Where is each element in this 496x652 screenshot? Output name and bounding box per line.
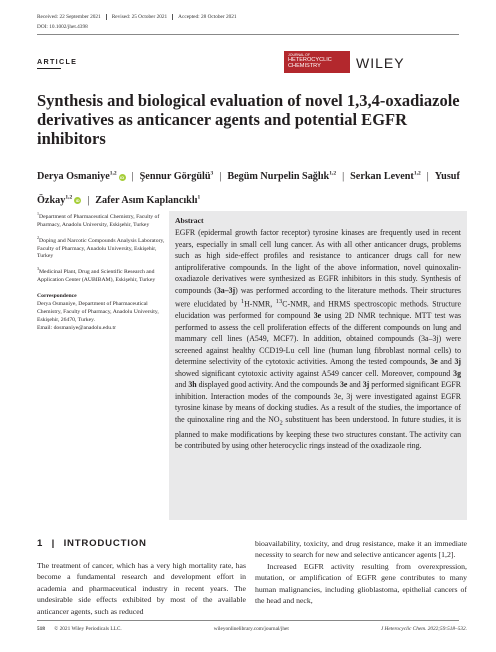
author-affiliation-sup: 1,2 [413,171,421,177]
page-footer [37,626,467,632]
correspondence [37,293,165,333]
doi[interactable]: DOI: 10.1002/jhet.4398 [37,24,88,30]
accepted-date: Accepted: 28 October 2021 [178,14,237,20]
author-separator: | [426,171,429,183]
orcid-icon[interactable]: iD [75,197,80,203]
section-title: INTRODUCTION [63,538,147,549]
correspondence-heading: Correspondence [37,293,77,300]
author-name[interactable]: Zafer Asım Kaplancıklı$^1$ [95,194,201,206]
intro-paragraph-1-cont: bioavailability, toxicity, and drug resistance, make it an immediate necessity to search for new and selective anticancer agents [1,2]. [255,539,467,560]
intro-paragraph-2: Increased EGFR activity resulting from overexpression, mutation, or amplification of EGFR gene contributes to many human malignancies, including glioblastoma, epithelial cancers of the head and neck, [255,561,467,606]
copyright: © 2021 Wiley Periodicals LLC. [54,626,122,632]
author-name[interactable]: Şennur Görgülü$^3$ [139,171,214,183]
author-separator: | [131,171,134,183]
section-heading: 1 | INTRODUCTION [37,538,147,549]
abstract-heading: Abstract [175,216,204,225]
citation: J Heterocyclic Chem. 2022;59:518–532. [380,626,467,632]
intro-column-left [37,560,246,617]
author-affiliation-sup: 1 [197,194,201,201]
footer-rule [37,620,459,621]
author-name[interactable]: Yusuf Özkay$^{1,2}$iD [37,171,460,206]
paper-title: Synthesis and biological evaluation of novel 1,3,4-oxadiazole derivatives as anticancer agents and potential EGFR inhibitors [37,91,460,148]
header-rule [37,34,459,35]
affiliations [37,210,165,337]
abstract-body: EGFR (epidermal growth factor receptor) tyrosine kinases are frequently used in recent years, especially in small cell lung cancer. As with all other anticancer drugs, problems such as high side-effect profiles and resistance to anticancer drugs call for new antiproliferative compounds. In the light of the above information, novel quinoxalin-oxadiazole derivatives were synthesized as EGFR inhibitors in this study. Synthesis of compounds (3a–3j) was performed according to the literature methods. Their structures were elucidated by $^1$H-NMR, $^{13}$C-NMR, and HRMS spectroscopic methods. Structure elucidation was performed for compound 3e using 2D NMR technique. MTT test was performed to assess the cell proliferation effects of the different compounds on lung and mammary cell lines (A549, MCF7). In addition, obtained compounds (3a–3j) were screened against healthy CCD19-Lu cell line (human lung fibroblast normal cells) to determine selectivity of the cytotoxic activities. Among the tested compounds, 3e and 3j showed significant cytotoxic activity against A549 cancer cell. Moreover, compound 3g and 3h displayed good activity. And the compounds 3e and 3j performed significant EGFR inhibition. Interaction modes of the compounds 3e, 3j were investigated against EGFR tyrosine kinase by means of docking studies. As a result of the studies, the importance of the quinoxaline ring and the $NO_2$ substituent has been understood. In future studies, it is planned to make modifications by keeping these two structures constant. The activity can be contributed by using other heterocyclic rings instead of the oxadizaole ring. [175,228,462,451]
author-affiliation-sup: 1,2 [329,171,337,177]
revised-date: Revised: 25 October 2021 [112,14,173,20]
article-type: ARTICLE [37,57,78,66]
received-date: Received: 22 September 2021 [37,14,107,20]
affiliation-item: $^2$Doping and Narcotic Compounds Analysis Laboratory, Faculty of Pharmacy, Anadolu University, Eskişehir, Turkey [37,234,165,260]
correspondence-email[interactable]: Email: dosmaniye@anadolu.edu.tr [37,324,116,331]
journal-badge-small: JOURNAL OF [288,53,311,57]
correspondence-text: Derya Osmaniye, Department of Pharmaceutical Chemistry, Faculty of Pharmacy, Anadolu University, Eskişehir, 26470, Turkey. [37,300,159,323]
author-name[interactable]: Derya Osmaniye$^{1,2}$iD [37,171,125,183]
publisher-logo[interactable]: WILEY [356,55,405,71]
affiliation-list [37,210,165,285]
journal-badge-name: HETEROCYCLIC CHEMISTRY [288,57,332,69]
author-name[interactable]: Begüm Nurpelin Sağlık$^{1,2}$ [227,171,337,183]
page-number: 518 [37,626,45,632]
affiliation-item: $^1$Department of Pharmaceutical Chemistry, Faculty of Pharmacy, Anadolu University, Eskişehir, Turkey [37,211,160,228]
section-number: 1 [37,538,44,549]
affiliation-item: $^3$Medicinal Plant, Drug and Scientific Research and Application Center (AUBIBAM), Eskişehir, Turkey [37,266,156,284]
abstract-box [169,211,467,520]
author-list [37,164,467,211]
intro-column-right [255,538,467,606]
author-affiliation-sup: 3 [210,171,214,177]
author-affiliation-sup: 1,2 [109,171,117,177]
author-affiliation-sup: 1,2 [65,194,73,201]
article-type-rule [37,68,61,69]
journal-url[interactable]: wileyonlinelibrary.com/journal/jhet [213,626,289,632]
author-separator: | [87,194,90,206]
publication-dates [37,14,247,20]
intro-paragraph-1: The treatment of cancer, which has a very high mortality rate, has become a fundamental research and development effort in academia and pharmaceutical industry in recent years. The undesirable side effects exhibited by most of the available anticancer agents, such as reduced [37,561,246,616]
author-separator: | [219,171,222,183]
author-name[interactable]: Serkan Levent$^{1,2}$ [350,171,421,183]
orcid-icon[interactable]: iD [120,174,125,180]
author-separator: | [342,171,345,183]
journal-logo[interactable] [284,51,350,73]
